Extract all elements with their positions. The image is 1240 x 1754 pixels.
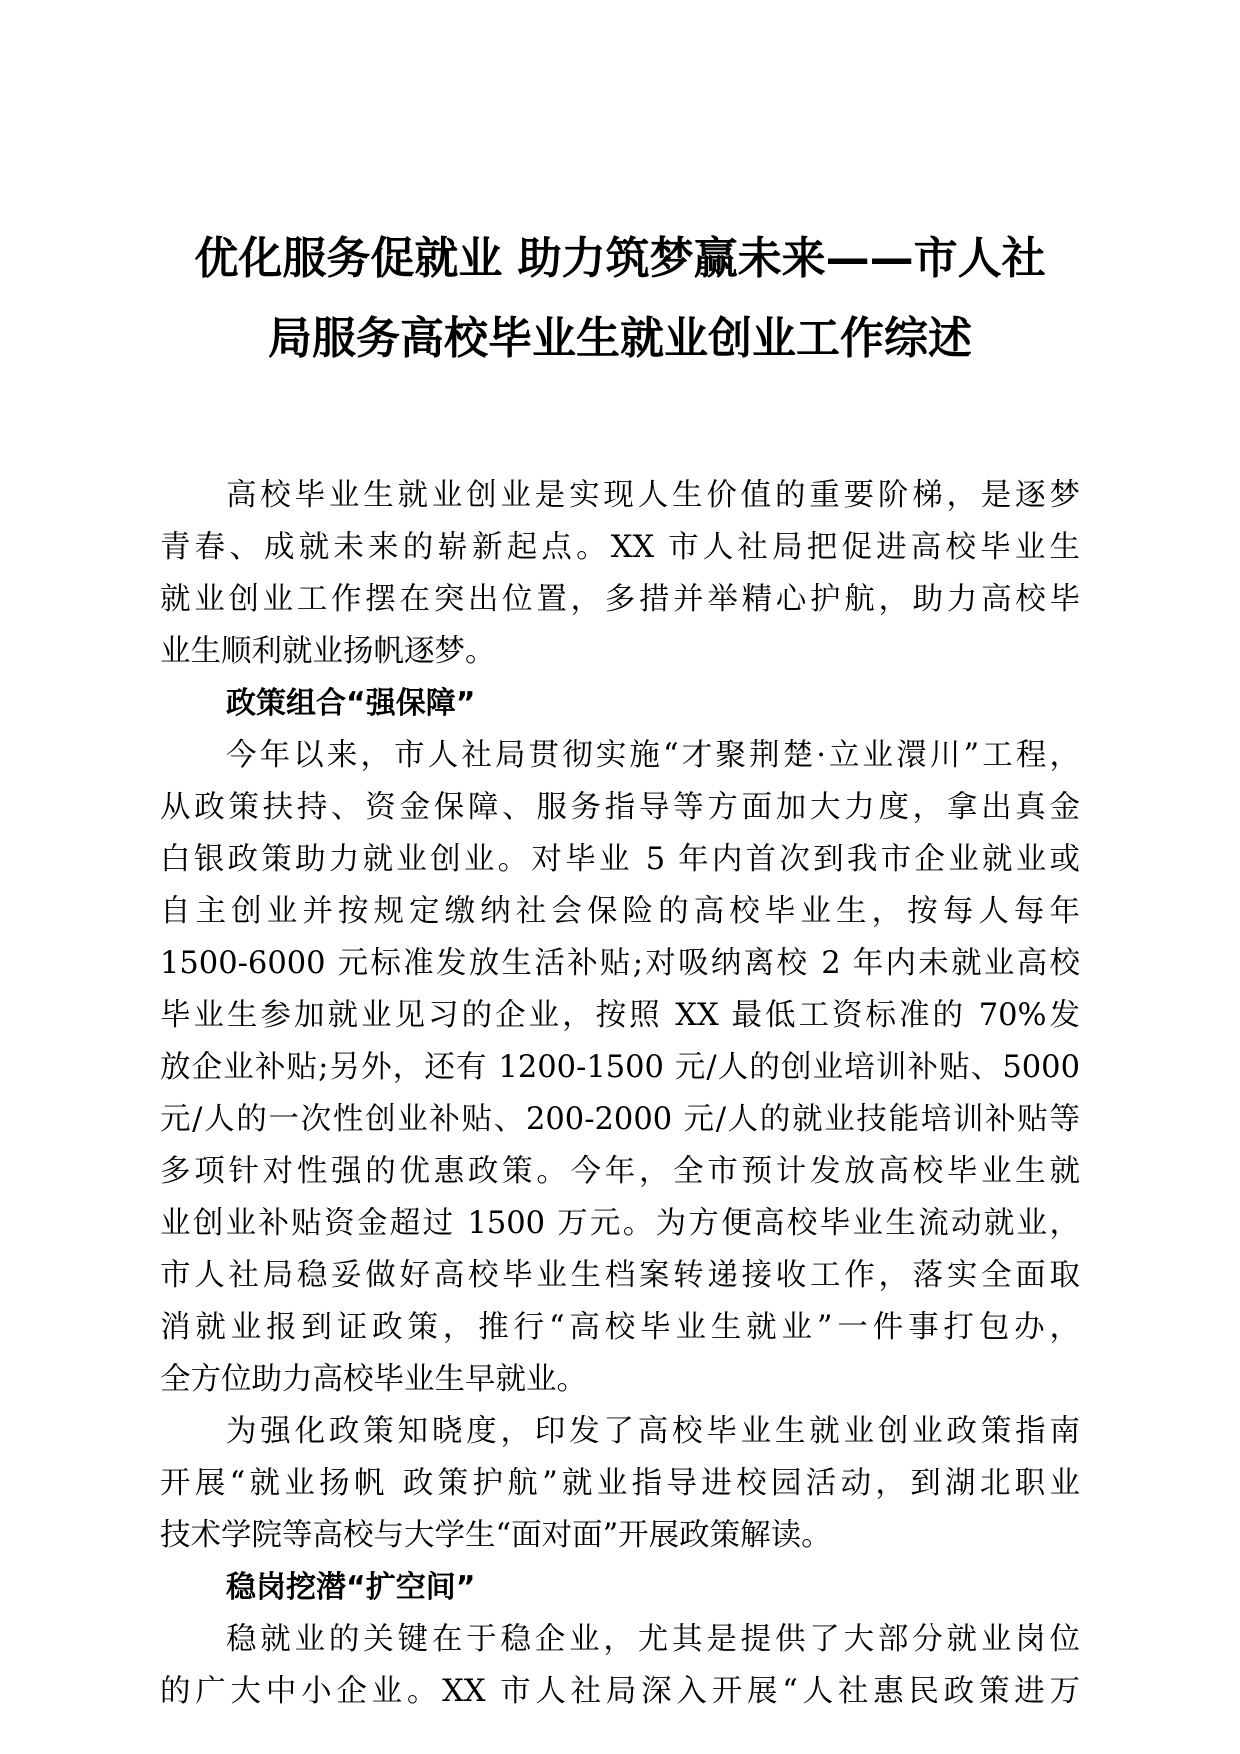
paragraph-line: 就业创业工作摆在突出位置，多措并举精心护航，助力高校毕 xyxy=(160,582,1080,617)
paragraph-line: 元/人的一次性创业补贴、200-2000 元/人的就业技能培训补贴等 xyxy=(160,1102,1080,1137)
paragraph-first-line: 为强化政策知晓度，印发了高校毕业生就业创业政策指南 xyxy=(226,1414,1080,1449)
paragraph-last-line: 业生顺利就业扬帆逐梦。 xyxy=(160,634,496,669)
paragraph-line: 放企业补贴;另外，还有 1200-1500 元/人的创业培训补贴、5000 xyxy=(160,1050,1080,1085)
paragraph-line: 开展“就业扬帆 政策护航”就业指导进校园活动，到湖北职业 xyxy=(160,1466,1080,1501)
paragraph-first-line: 稳就业的关键在于稳企业，尤其是提供了大部分就业岗位 xyxy=(226,1622,1080,1657)
section-heading: 政策组合“强保障” xyxy=(226,686,476,721)
document-title xyxy=(150,228,1090,370)
title-line-2: 局服务高校毕业生就业创业工作综述 xyxy=(268,313,972,364)
section-heading: 稳岗挖潜“扩空间” xyxy=(226,1570,476,1605)
paragraph-first-line: 高校毕业生就业创业是实现人生价值的重要阶梯，是逐梦 xyxy=(226,478,1080,513)
document-body xyxy=(160,470,1080,1718)
paragraph-line: 自主创业并按规定缴纳社会保险的高校毕业生，按每人每年 xyxy=(160,894,1080,929)
paragraph-line: 白银政策助力就业创业。对毕业 5 年内首次到我市企业就业或 xyxy=(160,842,1080,877)
paragraph-last-line: 全方位助力高校毕业生早就业。 xyxy=(160,1362,587,1397)
paragraph-line: 市人社局稳妥做好高校毕业生档案转递接收工作，落实全面取 xyxy=(160,1258,1080,1293)
paragraph-line: 消就业报到证政策，推行“高校毕业生就业”一件事打包办， xyxy=(160,1310,1080,1345)
paragraph-first-line: 今年以来，市人社局贯彻实施“才聚荆楚·立业澴川”工程， xyxy=(226,738,1080,773)
paragraph-last-line: 技术学院等高校与大学生“面对面”开展政策解读。 xyxy=(160,1518,832,1553)
title-line-1: 优化服务促就业 助力筑梦赢未来——市人社 xyxy=(194,233,1046,284)
paragraph-line: 从政策扶持、资金保障、服务指导等方面加大力度，拿出真金 xyxy=(160,790,1080,825)
paragraph-line: 1500-6000 元标准发放生活补贴;对吸纳离校 2 年内未就业高校 xyxy=(160,946,1080,981)
paragraph-line: 青春、成就未来的崭新起点。XX 市人社局把促进高校毕业生 xyxy=(160,530,1080,565)
paragraph-line: 业创业补贴资金超过 1500 万元。为方便高校毕业生流动就业， xyxy=(160,1206,1080,1241)
paragraph-line: 的广大中小企业。XX 市人社局深入开展“人社惠民政策进万 xyxy=(160,1674,1080,1709)
paragraph-line: 毕业生参加就业见习的企业，按照 XX 最低工资标准的 70%发 xyxy=(160,998,1080,1033)
paragraph-line: 多项针对性强的优惠政策。今年，全市预计发放高校毕业生就 xyxy=(160,1154,1080,1189)
